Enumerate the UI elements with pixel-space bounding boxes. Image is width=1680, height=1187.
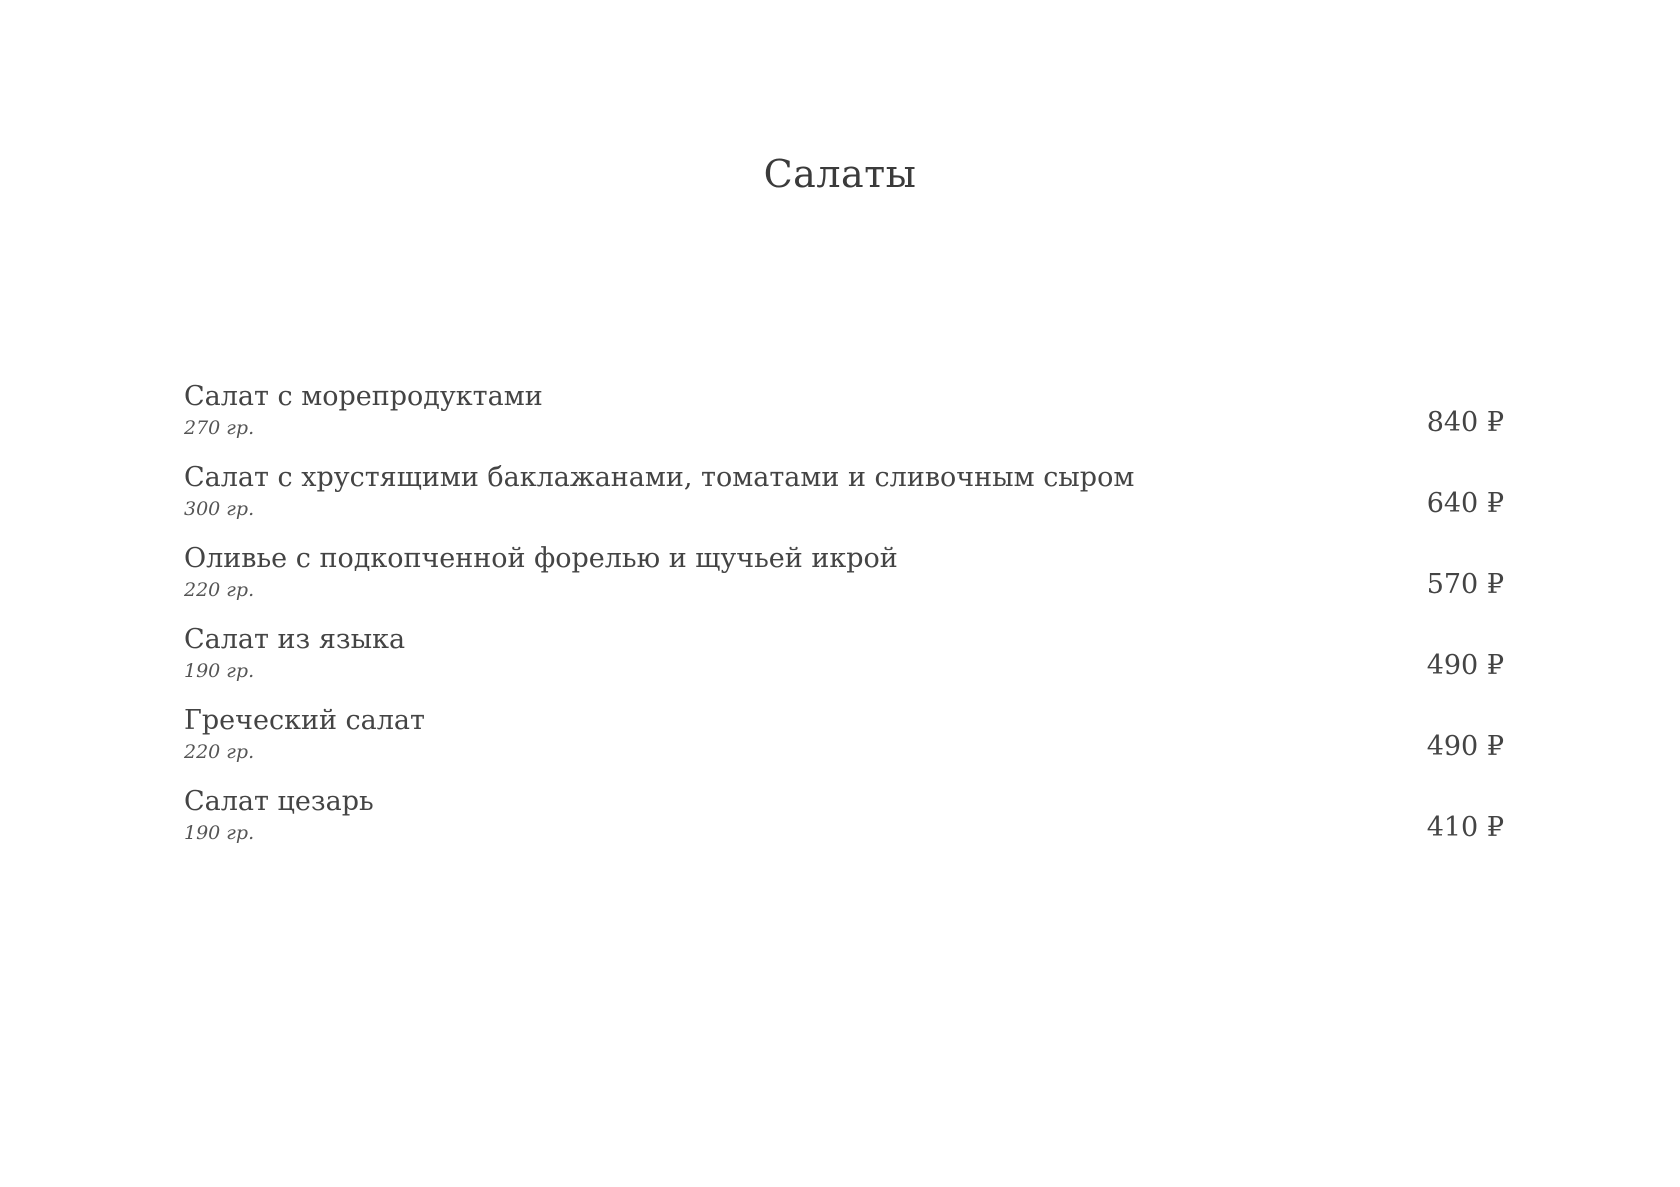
item-weight: 190 гр.: [184, 822, 255, 844]
menu-item: [184, 380, 1504, 461]
item-price: 410 ₽: [1426, 812, 1504, 843]
menu-list: [184, 380, 1504, 866]
item-name: Греческий салат: [184, 705, 425, 736]
menu-item: [184, 542, 1504, 623]
menu-item: [184, 461, 1504, 542]
item-price: 840 ₽: [1426, 407, 1504, 438]
item-weight: 220 гр.: [184, 579, 255, 601]
item-name: Салат цезарь: [184, 786, 374, 817]
item-name: Салат из языка: [184, 624, 406, 655]
item-price: 640 ₽: [1426, 488, 1504, 519]
item-price: 490 ₽: [1426, 650, 1504, 681]
menu-item: [184, 704, 1504, 785]
item-name: Салат с хрустящими баклажанами, томатами и сливочным сыром: [184, 462, 1135, 493]
item-weight: 300 гр.: [184, 498, 255, 520]
item-weight: 190 гр.: [184, 660, 255, 682]
item-name: Салат с морепродуктами: [184, 381, 543, 412]
item-weight: 220 гр.: [184, 741, 255, 763]
item-price: 570 ₽: [1426, 569, 1504, 600]
item-weight: 270 гр.: [184, 417, 255, 439]
item-name: Оливье с подкопченной форелью и щучьей икрой: [184, 543, 898, 574]
item-price: 490 ₽: [1426, 731, 1504, 762]
menu-item: [184, 623, 1504, 704]
page-title: Салаты: [763, 152, 917, 196]
menu-item: [184, 785, 1504, 866]
